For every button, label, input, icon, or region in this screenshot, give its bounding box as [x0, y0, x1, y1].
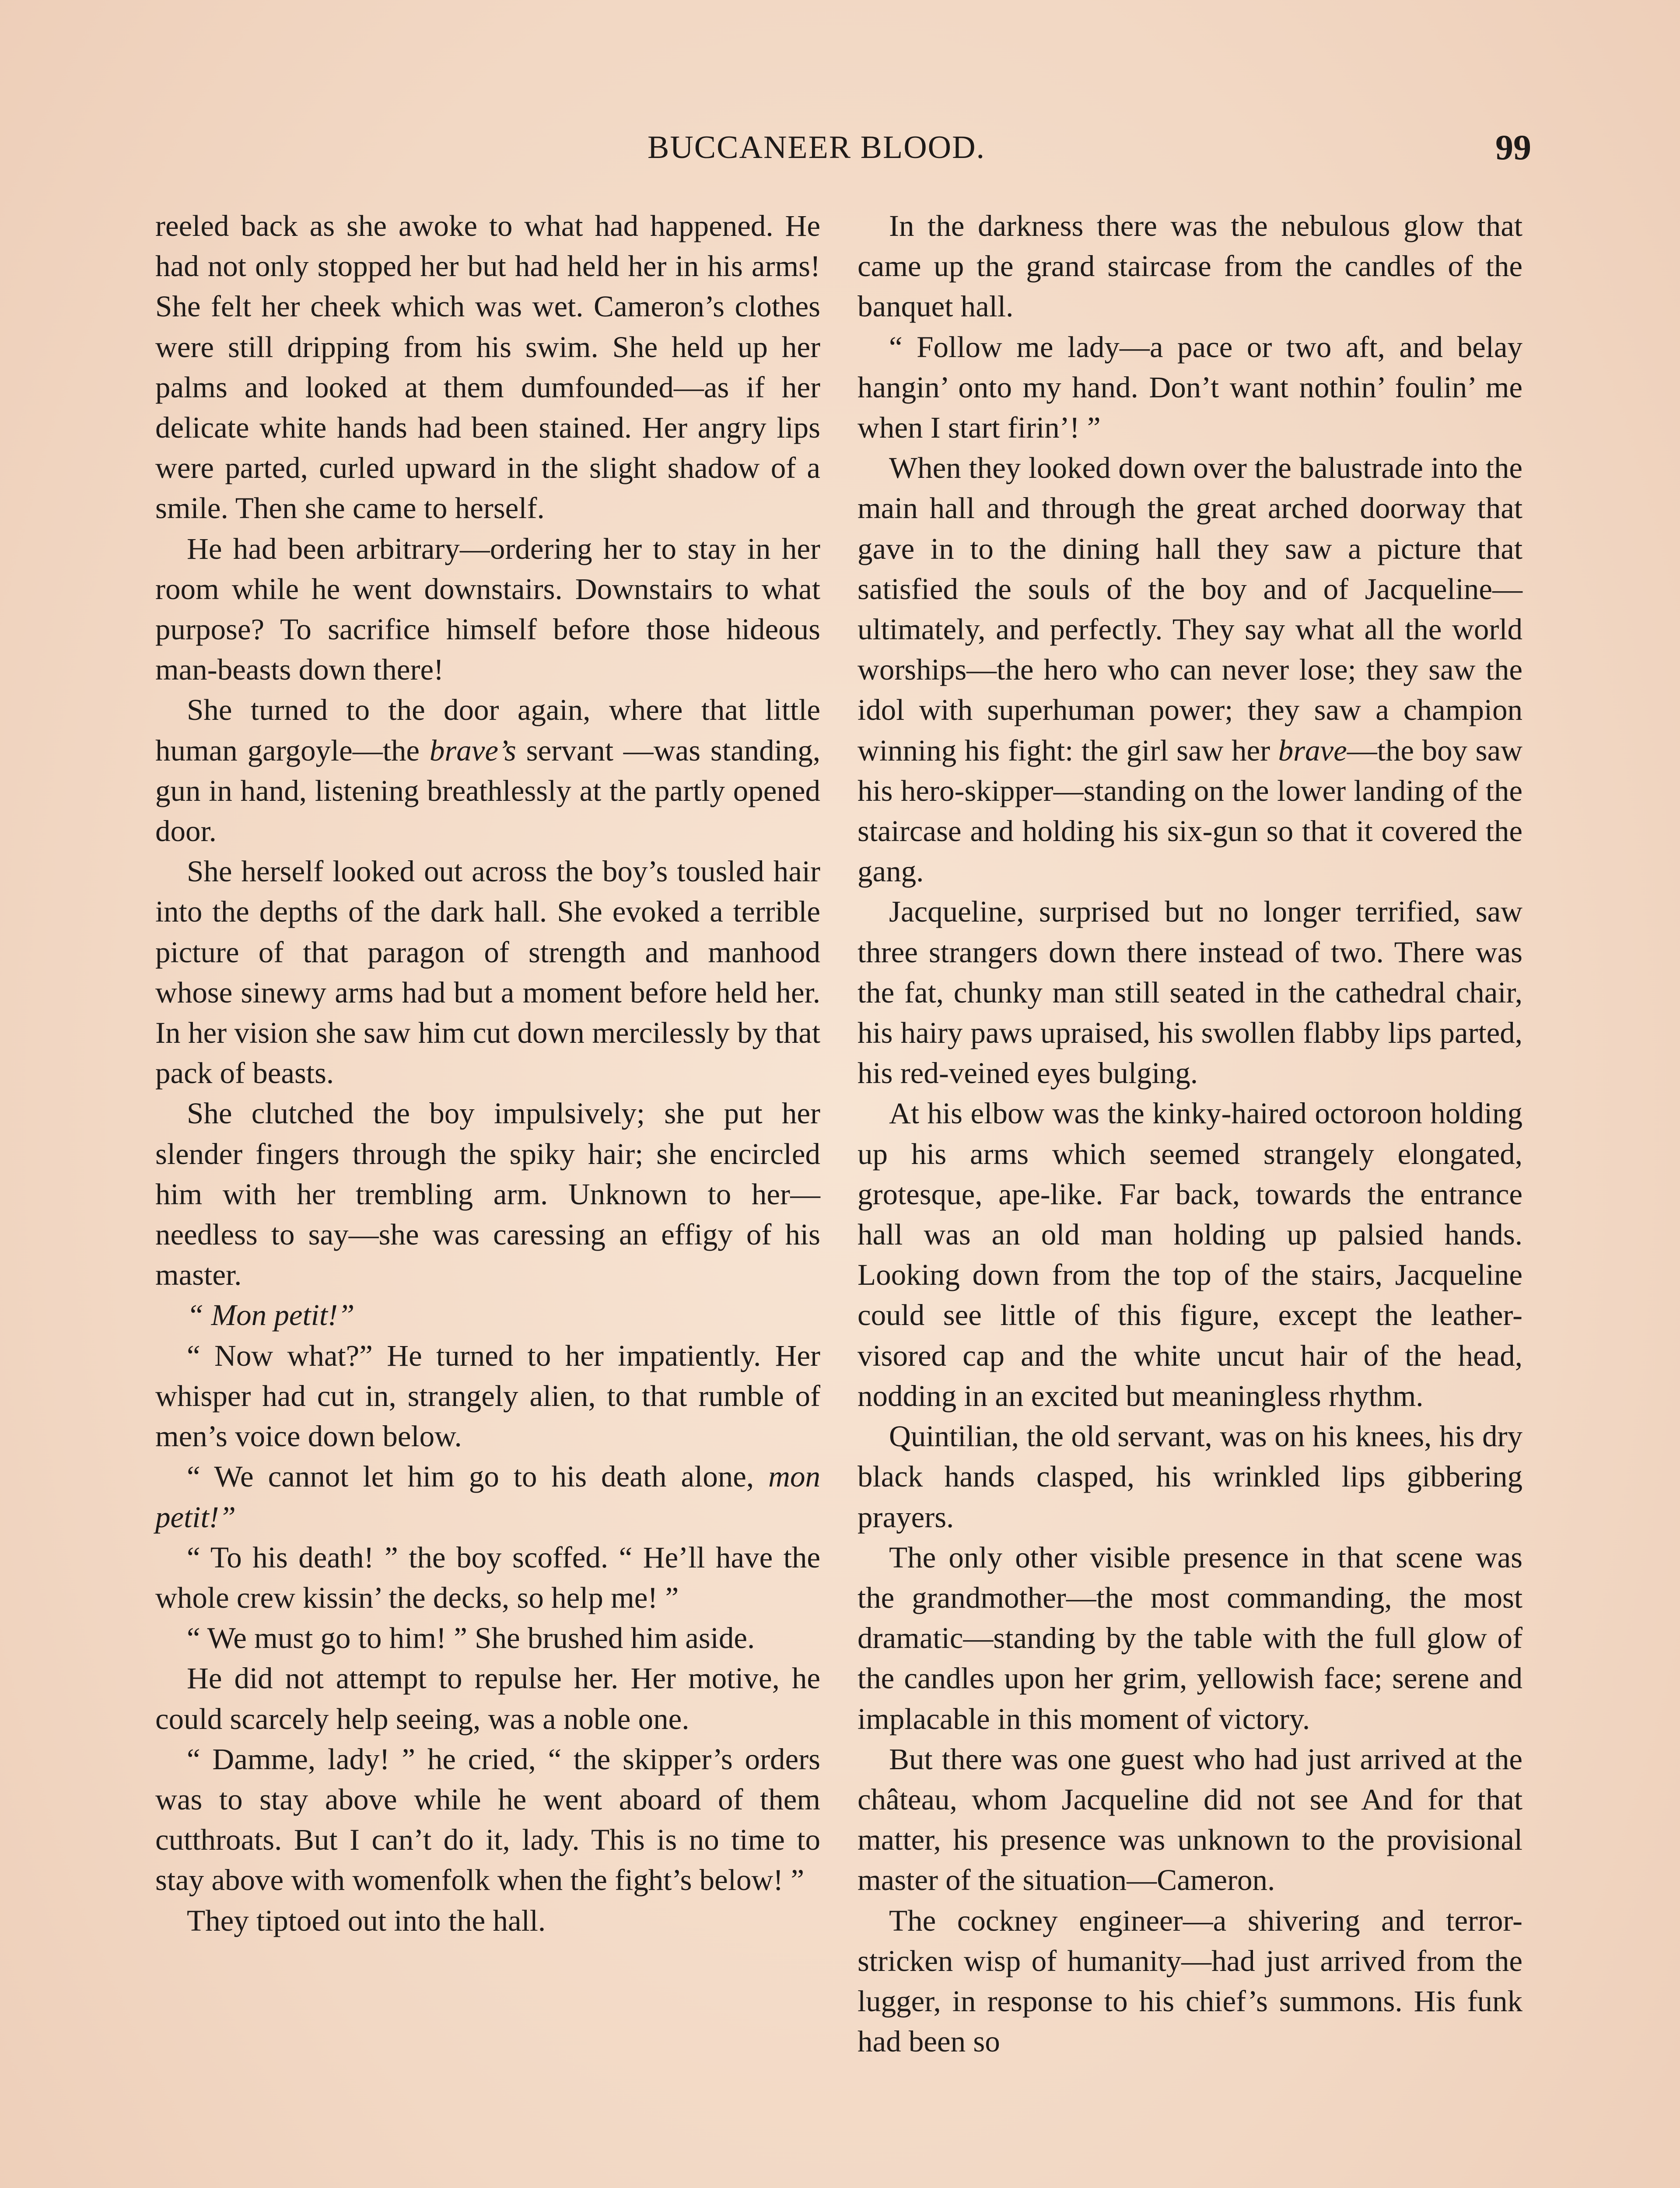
page-number: 99	[1495, 127, 1531, 167]
paragraph: In the darkness there was the nebulous glow that came up the grand staircase from the candles of the banquet hall.	[858, 209, 1522, 323]
right-text-column	[858, 206, 1522, 2062]
paragraph: The cockney engineer—a shivering and terror-stricken wisp of humanity—had just arrived from the lugger, in response to his chief’s summons. His funk had been so	[858, 1904, 1522, 2058]
paragraph: “ To his death! ” the boy scoffed. “ He’ll have the whole crew kissin’ the decks, so help me! ”	[155, 1540, 820, 1614]
paragraph: reeled back as she awoke to what had happened. He had not only stopped her but had held her in his arms! She felt her cheek which was wet. Cameron’s clothes were still dripping from his swim. She held up her palms and looked at them dumfounded—as if her delicate white hands had been stained. Her angry lips were parted, curled upward in the slight shadow of a smile. Then she came to herself.	[155, 209, 820, 525]
paragraph: He did not attempt to repulse her. Her motive, he could scarcely help seeing, was a noble one.	[155, 1662, 820, 1736]
italic-text: mon petit!”	[155, 1460, 820, 1534]
paragraph: She clutched the boy impulsively; she put her slender fingers through the spiky hair; she encircled him with her trembling arm. Unknown to her—needless to say—she was caressing an effigy of his master.	[155, 1097, 820, 1292]
italic-text: “ Mon petit!”	[187, 1298, 355, 1332]
paragraph: But there was one guest who had just arrived at the château, whom Jacqueline did not see And for that matter, his presence was unknown to the provisional master of the situation—Cameron.	[858, 1742, 1522, 1897]
paragraph: Jacqueline, surprised but no longer terrified, saw three strangers down there instead of two. There was the fat, chunky man still seated in the cathedral chair, his hairy paws upraised, his swollen flabby lips parted, his red-veined eyes bulging.	[858, 895, 1522, 1090]
paragraph: “ We cannot let him go to his death alone, mon petit!”	[155, 1460, 820, 1534]
italic-text: brave’s	[429, 733, 516, 767]
left-text-column	[155, 206, 820, 1941]
paragraph: They tiptoed out into the hall.	[187, 1904, 546, 1937]
paragraph: She herself looked out across the boy’s tousled hair into the depths of the dark hall. She evoked a terrible picture of that paragon of strength and manhood whose sinewy arms had but a moment before held her. In her vision she saw him cut down mercilessly by that pack of beasts.	[155, 855, 820, 1090]
paragraph	[155, 1295, 820, 1335]
italic-text: brave	[1278, 733, 1347, 767]
paragraph: When they looked down over the balustrade into the main hall and through the great arched doorway that gave in to the dining hall they saw a picture that satisfied the souls of the boy and of Jacqueline—ultimately, and perfectly. They say what all the world worships—the hero who can never lose; they saw the idol with superhuman power; they saw a champion winning his fight: the girl saw her brave—the boy saw his hero-skipper—standing on the lower landing of the staircase and holding his six-gun so that it covered the gang.	[858, 451, 1522, 888]
paragraph: At his elbow was the kinky-haired octoroon holding up his arms which seemed strangely elongated, grotesque, ape-like. Far back, towards the entrance hall was an old man holding up palsied hands. Looking down from the top of the stairs, Jacqueline could see little of this figure, except the leather-visored cap and the white uncut hair of the head, nodding in an excited but meaningless rhythm.	[858, 1097, 1522, 1413]
paragraph: “ Now what?” He turned to her impatiently. Her whisper had cut in, strangely alien, to that rumble of men’s voice down below.	[155, 1339, 820, 1453]
paragraph: He had been arbitrary—ordering her to stay in her room while he went downstairs. Downstairs to what purpose? To sacrifice himself before those hideous man-beasts down there!	[155, 532, 820, 687]
paragraph: “ Follow me lady—a pace or two aft, and belay hangin’ onto my hand. Don’t want nothin’ foulin’ me when I start firin’! ”	[858, 330, 1522, 445]
paragraph: Quintilian, the old servant, was on his knees, his dry black hands clasped, his wrinkled lips gibbering prayers.	[858, 1420, 1522, 1534]
paragraph: She turned to the door again, where that little human gargoyle—the brave’s servant —was standing, gun in hand, listening breathlessly at the partly opened door.	[155, 693, 820, 848]
paragraph: “ We must go to him! ” She brushed him aside.	[187, 1621, 755, 1655]
paragraph: “ Damme, lady! ” he cried, “ the skipper’s orders was to stay above while he went aboard of them cutthroats. But I can’t do it, lady. This is no time to stay above with womenfolk when the fight’s below! ”	[155, 1742, 820, 1897]
paragraph: The only other visible presence in that scene was the grandmother—the most commanding, the most dramatic—standing by the table with the full glow of the candles upon her grim, yellowish face; serene and implacable in this moment of victory.	[858, 1540, 1522, 1736]
running-title: BUCCANEER BLOOD.	[648, 130, 986, 165]
